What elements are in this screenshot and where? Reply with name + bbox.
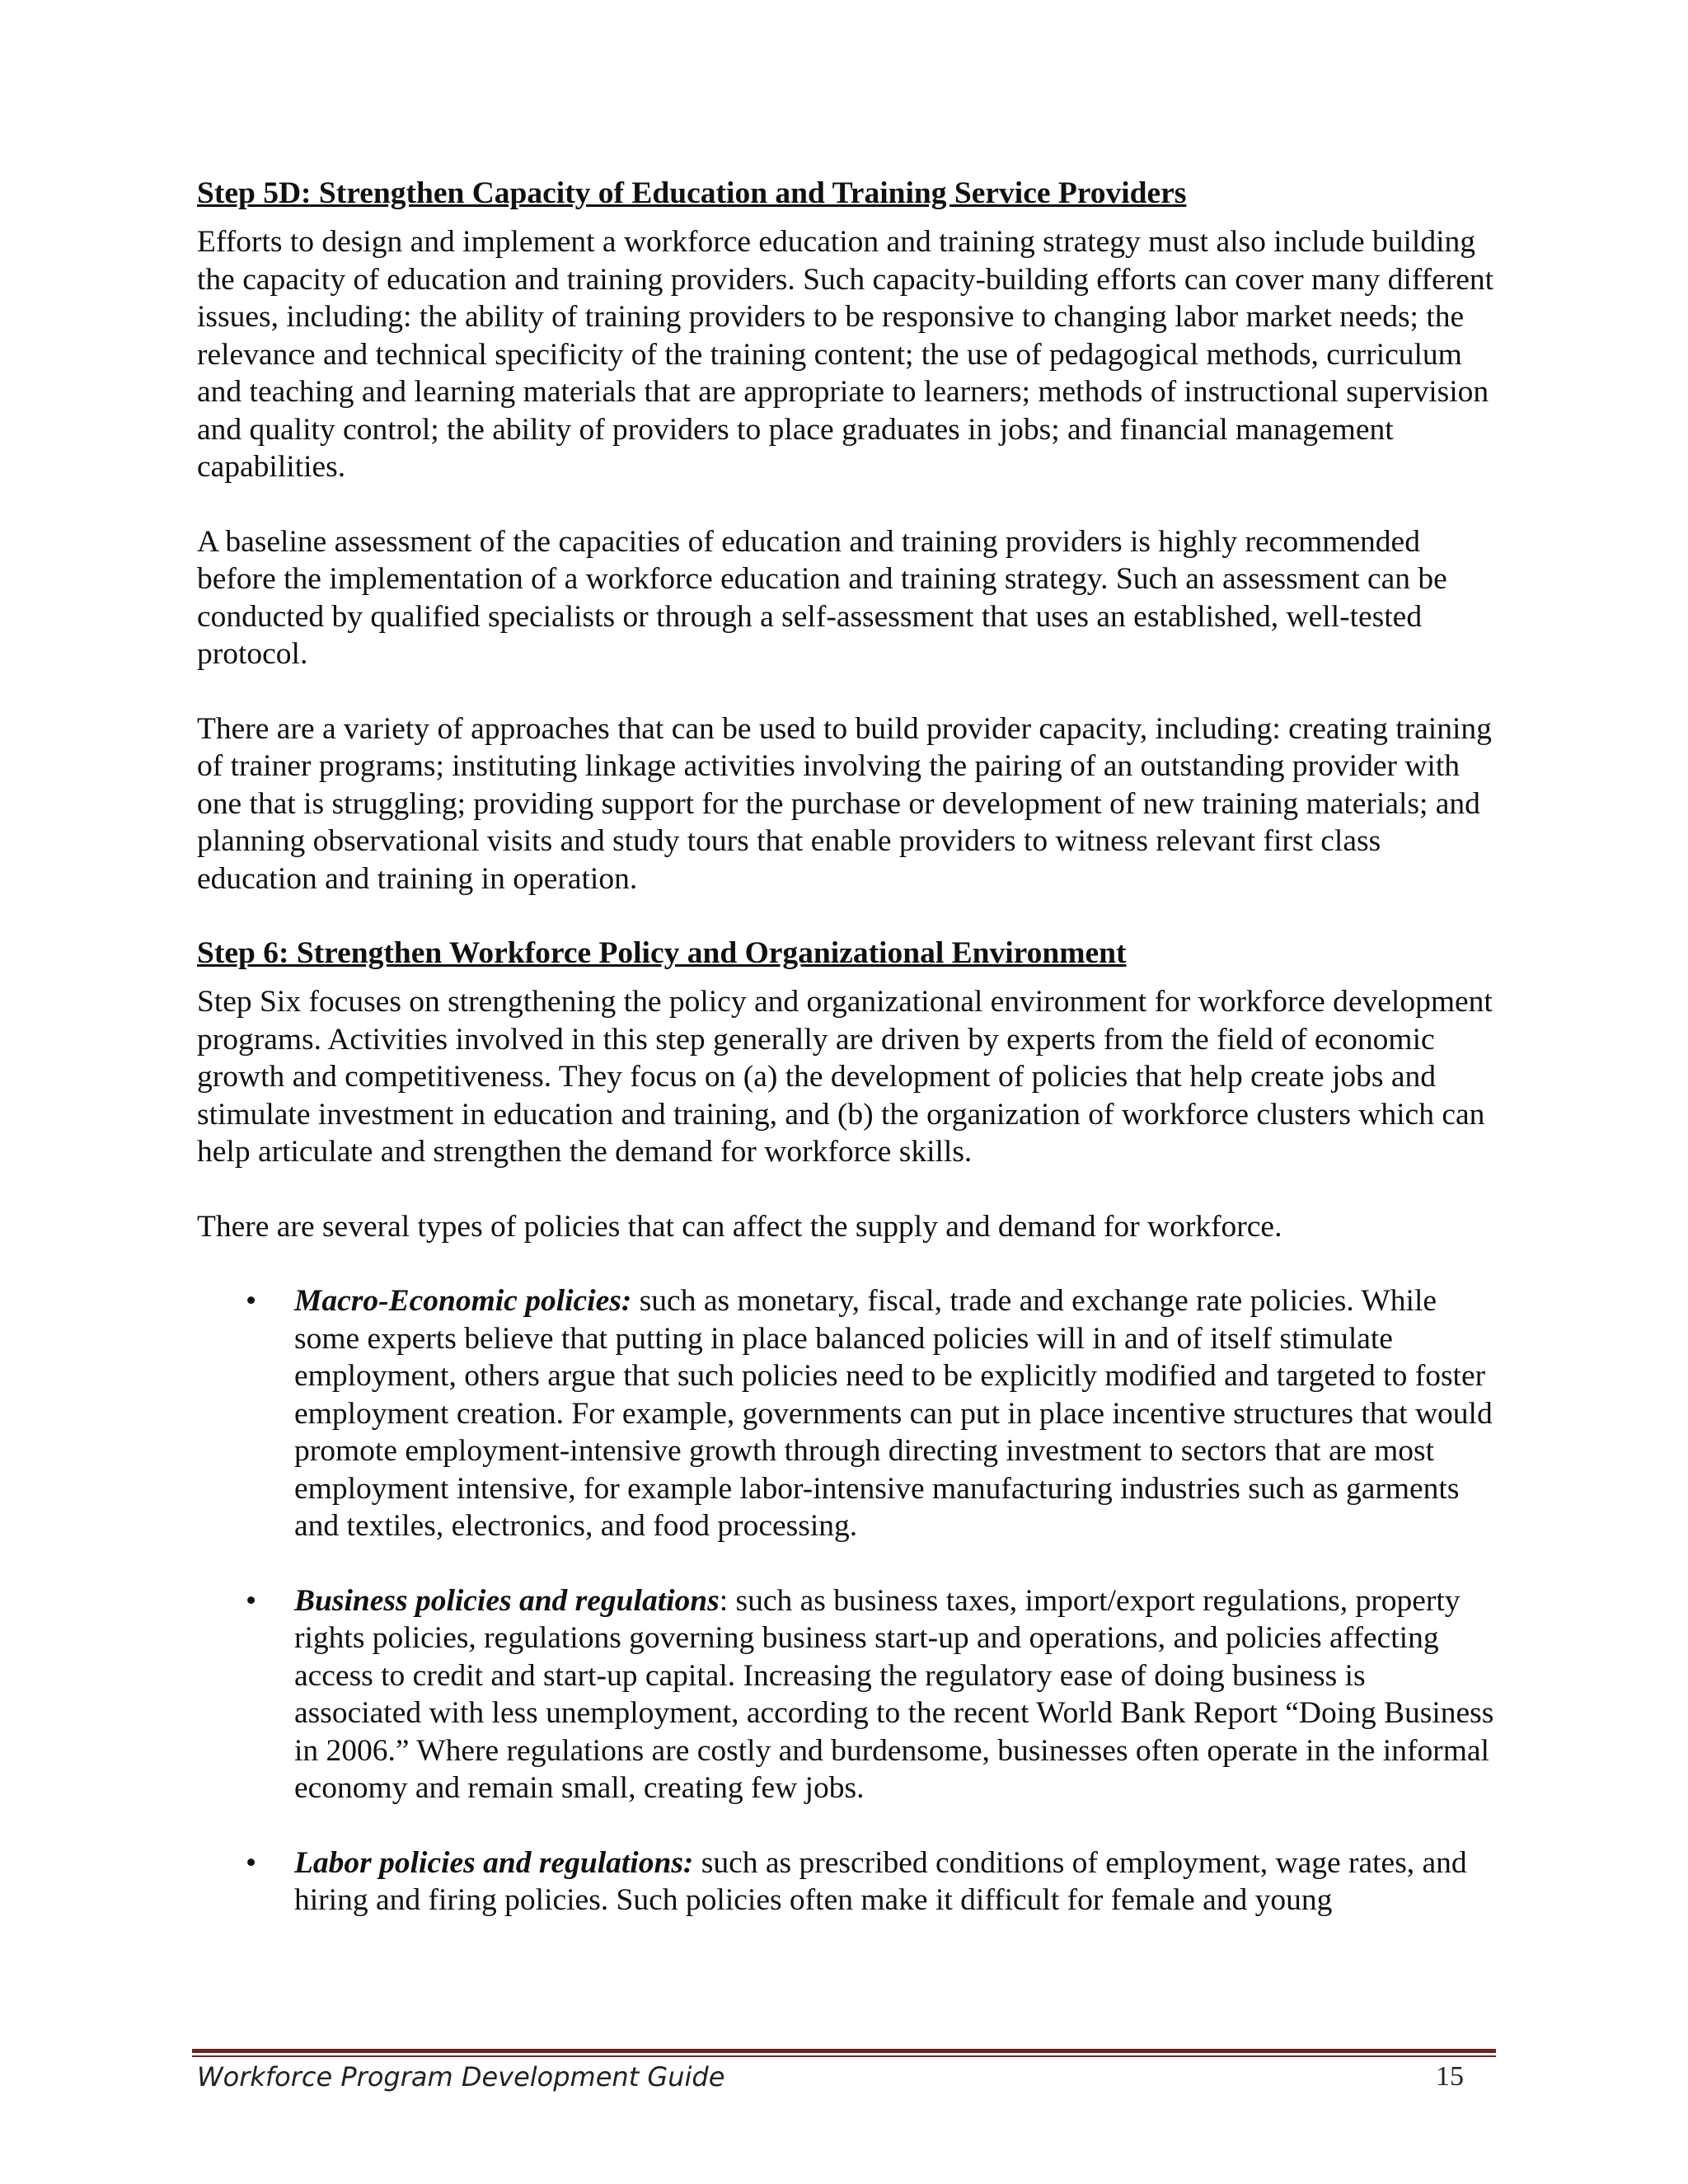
bullet-icon: • <box>246 1284 257 1318</box>
document-page <box>197 175 1499 1957</box>
page-number: 15 <box>1436 2061 1464 2092</box>
bullet-item-labor-policies <box>197 1844 1499 1919</box>
footer-document-title: Workforce Program Development Guide <box>197 2061 725 2093</box>
bullet-icon: • <box>246 1583 257 1618</box>
paragraph: There are several types of policies that can affect the supply and demand for workforce. <box>197 1209 1282 1244</box>
bullet-item-business-policies <box>197 1582 1499 1807</box>
bullet-item-macro-economic <box>197 1282 1499 1545</box>
paragraph: A baseline assessment of the capacities of education and training providers is highly recommended before the implementation of a workforce education and training strategy. Such an assessment can be conducted by qualified specialists or through a self-assessment that uses an established, well-tested protocol. <box>197 524 1447 671</box>
paragraph: There are a variety of approaches that can be used to build provider capacity, including: creating training of trainer programs; instituting linkage activities involving the pairing of an outstanding provider with one that is struggling; providing support for the purchase or development of new training materials; and planning observational visits and study tours that enable providers to witness relevant first class education and training in operation. <box>197 711 1492 896</box>
policy-bullet-list <box>197 1282 1499 1919</box>
section-heading-step-6: Step 6: Strengthen Workforce Policy and Organizational Environment <box>197 936 1127 970</box>
bullet-text: : such as business taxes, import/export regulations, property rights policies, regulations governing business start-up and operations, and policies affecting access to credit and start-up capital. Increasing the regulatory ease of doing business is associated with less unemployment, according to the recent World Bank Report “Doing Business in 2006.” Where regulations are costly and burdensome, businesses often operate in the informal economy and remain small, creating few jobs. <box>294 1583 1494 1805</box>
paragraph: Efforts to design and implement a workforce education and training strategy must also include building the capacity of education and training providers. Such capacity-building efforts can cover many different issues, including: the ability of training providers to be responsive to changing labor market needs; the relevance and technical specificity of the training content; the use of pedagogical methods, curriculum and teaching and learning materials that are appropriate to learners; methods of instructional supervision and quality control; the ability of providers to place graduates in jobs; and financial management capabilities. <box>197 225 1494 484</box>
bullet-lead: Labor policies and regulations: <box>294 1845 694 1880</box>
paragraph: Step Six focuses on strengthening the policy and organizational environment for workforce development programs. Activities involved in this step generally are driven by experts from the field of economic growth and competitiveness. They focus on (a) the development of policies that help create jobs and stimulate investment in education and training, and (b) the organization of workforce clusters which can help articulate and strengthen the demand for workforce skills. <box>197 985 1493 1169</box>
bullet-text: such as monetary, fiscal, trade and exchange rate policies. While some experts believe that putting in place balanced policies will in and of itself stimulate employment, others argue that such policies need to be explicitly modified and targeted to foster employment creation. For example, governments can put in place incentive structures that would promote employment-intensive growth through directing investment to sectors that are most employment intensive, for example labor-intensive manufacturing industries such as garments and textiles, electronics, and food processing. <box>294 1284 1493 1543</box>
footer-divider <box>192 2049 1496 2053</box>
bullet-icon: • <box>246 1845 257 1880</box>
bullet-lead: Business policies and regulations <box>294 1583 720 1618</box>
section-heading-step-5d: Step 5D: Strengthen Capacity of Education and Training Service Providers <box>197 176 1187 210</box>
bullet-text: such as prescribed conditions of employment, wage rates, and hiring and firing policies. Such policies often make it difficult for female and young <box>294 1845 1467 1917</box>
bullet-lead: Macro-Economic policies: <box>294 1284 632 1318</box>
footer-divider-thin <box>192 2055 1496 2057</box>
